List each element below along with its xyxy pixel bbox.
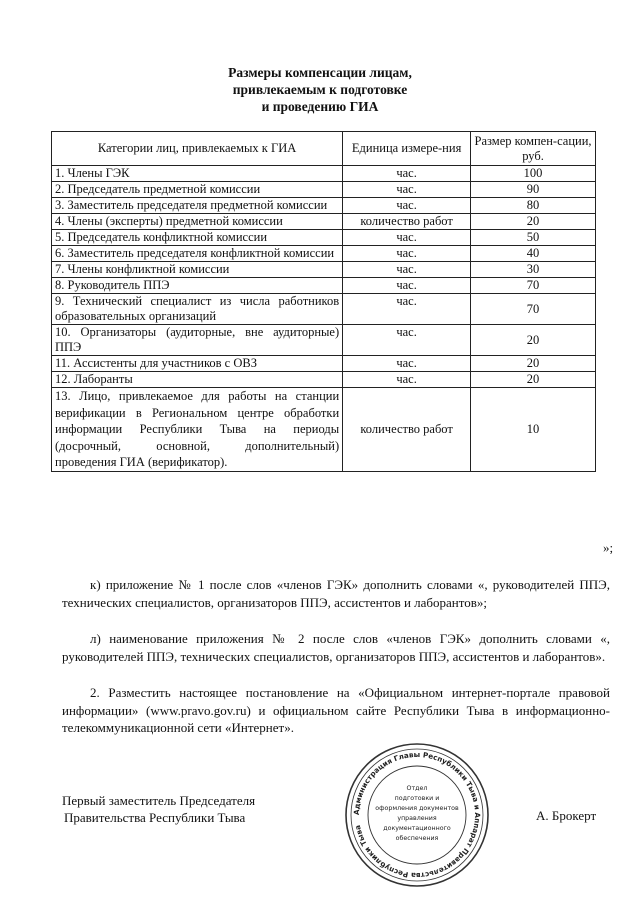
seal-center-line-3: оформления документов	[375, 805, 459, 812]
paragraph-k: к) приложение № 1 после слов «членов ГЭК» дополнить словами «, руководителей ППЭ, технических специалистов, организаторов ППЭ, ассистентов и лаборантов»;	[62, 577, 610, 610]
table-row	[52, 198, 596, 214]
seal-ring-text: Администрация Главы Республики Тыва и Аппарат Правительства Республики Тыва	[351, 749, 483, 881]
row-category: 4. Члены (эксперты) предметной комиссии	[52, 214, 343, 230]
table-row	[52, 182, 596, 198]
title-line-1: Размеры компенсации лицам,	[228, 65, 412, 80]
row-category: 5. Председатель конфликтной комиссии	[52, 230, 343, 246]
table-row	[52, 246, 596, 262]
position-line-1: Первый заместитель Председателя	[62, 793, 256, 808]
row-amount: 20	[471, 372, 596, 388]
signatory-position	[62, 792, 255, 826]
table-row	[52, 214, 596, 230]
row-category: 10. Организаторы (аудиторные, вне аудиторные) ППЭ	[52, 325, 343, 356]
row-unit: час.	[343, 294, 471, 325]
row-unit: час.	[343, 246, 471, 262]
table-row	[52, 388, 596, 472]
row-category: 9. Технический специалист из числа работников образовательных организаций	[52, 294, 343, 325]
row-category: 12. Лаборанты	[52, 372, 343, 388]
row-amount: 20	[471, 325, 596, 356]
compensation-table	[51, 131, 596, 472]
row-category: 6. Заместитель председателя конфликтной комиссии	[52, 246, 343, 262]
table-row	[52, 325, 596, 356]
paragraph-2: 2. Разместить настоящее постановление на «Официальном интернет-портале правовой информации» (www.pravo.gov.ru) и официальном сайте Республики Тыва в информационно-телекоммуникационной сети «Интернет».	[62, 685, 610, 735]
paragraph-l: л) наименование приложения № 2 после слов «членов ГЭК» дополнить словами «, руководителей ППЭ, технических специалистов, организаторов ППЭ, ассистентов и лаборантов».	[62, 631, 610, 664]
title-line-2: привлекаемым к подготовке	[232, 82, 408, 97]
signatory-name: А. Брокерт	[536, 808, 597, 823]
row-amount: 50	[471, 230, 596, 246]
table-row	[52, 356, 596, 372]
row-unit: час.	[343, 262, 471, 278]
row-unit: час.	[343, 356, 471, 372]
header-category: Категории лиц, привлекаемых к ГИА	[52, 132, 343, 166]
row-unit: час.	[343, 182, 471, 198]
title-line-3: и проведению ГИА	[261, 99, 379, 114]
header-amount: Размер компен-сации, руб.	[471, 132, 596, 166]
row-amount: 100	[471, 166, 596, 182]
seal-center-line-6: обеспечения	[395, 835, 439, 842]
row-unit: час.	[343, 372, 471, 388]
table-row	[52, 230, 596, 246]
seal-center-line-2: подготовки и	[394, 795, 440, 802]
document-title	[0, 64, 640, 115]
header-unit: Единица измере-ния	[343, 132, 471, 166]
table-header-row	[52, 132, 596, 166]
table-row	[52, 166, 596, 182]
official-seal	[342, 740, 492, 890]
seal-center-line-5: документационного	[383, 825, 451, 832]
row-amount: 70	[471, 294, 596, 325]
row-unit: час.	[343, 230, 471, 246]
row-category: 3. Заместитель председателя предметной комиссии	[52, 198, 343, 214]
row-amount: 40	[471, 246, 596, 262]
row-unit: количество работ	[343, 214, 471, 230]
row-unit: час.	[343, 166, 471, 182]
row-amount: 80	[471, 198, 596, 214]
row-category: 7. Члены конфликтной комиссии	[52, 262, 343, 278]
table-row	[52, 262, 596, 278]
table-row	[52, 372, 596, 388]
row-unit: количество работ	[343, 388, 471, 472]
table-closing-mark: »;	[603, 540, 614, 555]
row-amount: 30	[471, 262, 596, 278]
row-amount: 70	[471, 278, 596, 294]
table-row	[52, 294, 596, 325]
seal-center-line-1: Отдел	[406, 785, 428, 792]
row-category: 8. Руководитель ППЭ	[52, 278, 343, 294]
row-category: 11. Ассистенты для участников с ОВЗ	[52, 356, 343, 372]
row-amount: 20	[471, 214, 596, 230]
row-unit: час.	[343, 325, 471, 356]
row-amount: 10	[471, 388, 596, 472]
position-line-2: Правительства Республики Тыва	[64, 810, 246, 825]
row-amount: 20	[471, 356, 596, 372]
row-amount: 90	[471, 182, 596, 198]
row-category: 13. Лицо, привлекаемое для работы на станции верификации в Региональном центре обработки информации Республики Тыва на периоды (досрочный, основной, дополнительный) проведения ГИА (верификатор).	[52, 388, 343, 472]
row-unit: час.	[343, 198, 471, 214]
row-unit: час.	[343, 278, 471, 294]
row-category: 1. Члены ГЭК	[52, 166, 343, 182]
row-category: 2. Председатель предметной комиссии	[52, 182, 343, 198]
seal-center-line-4: управления	[397, 815, 437, 822]
table-row	[52, 278, 596, 294]
